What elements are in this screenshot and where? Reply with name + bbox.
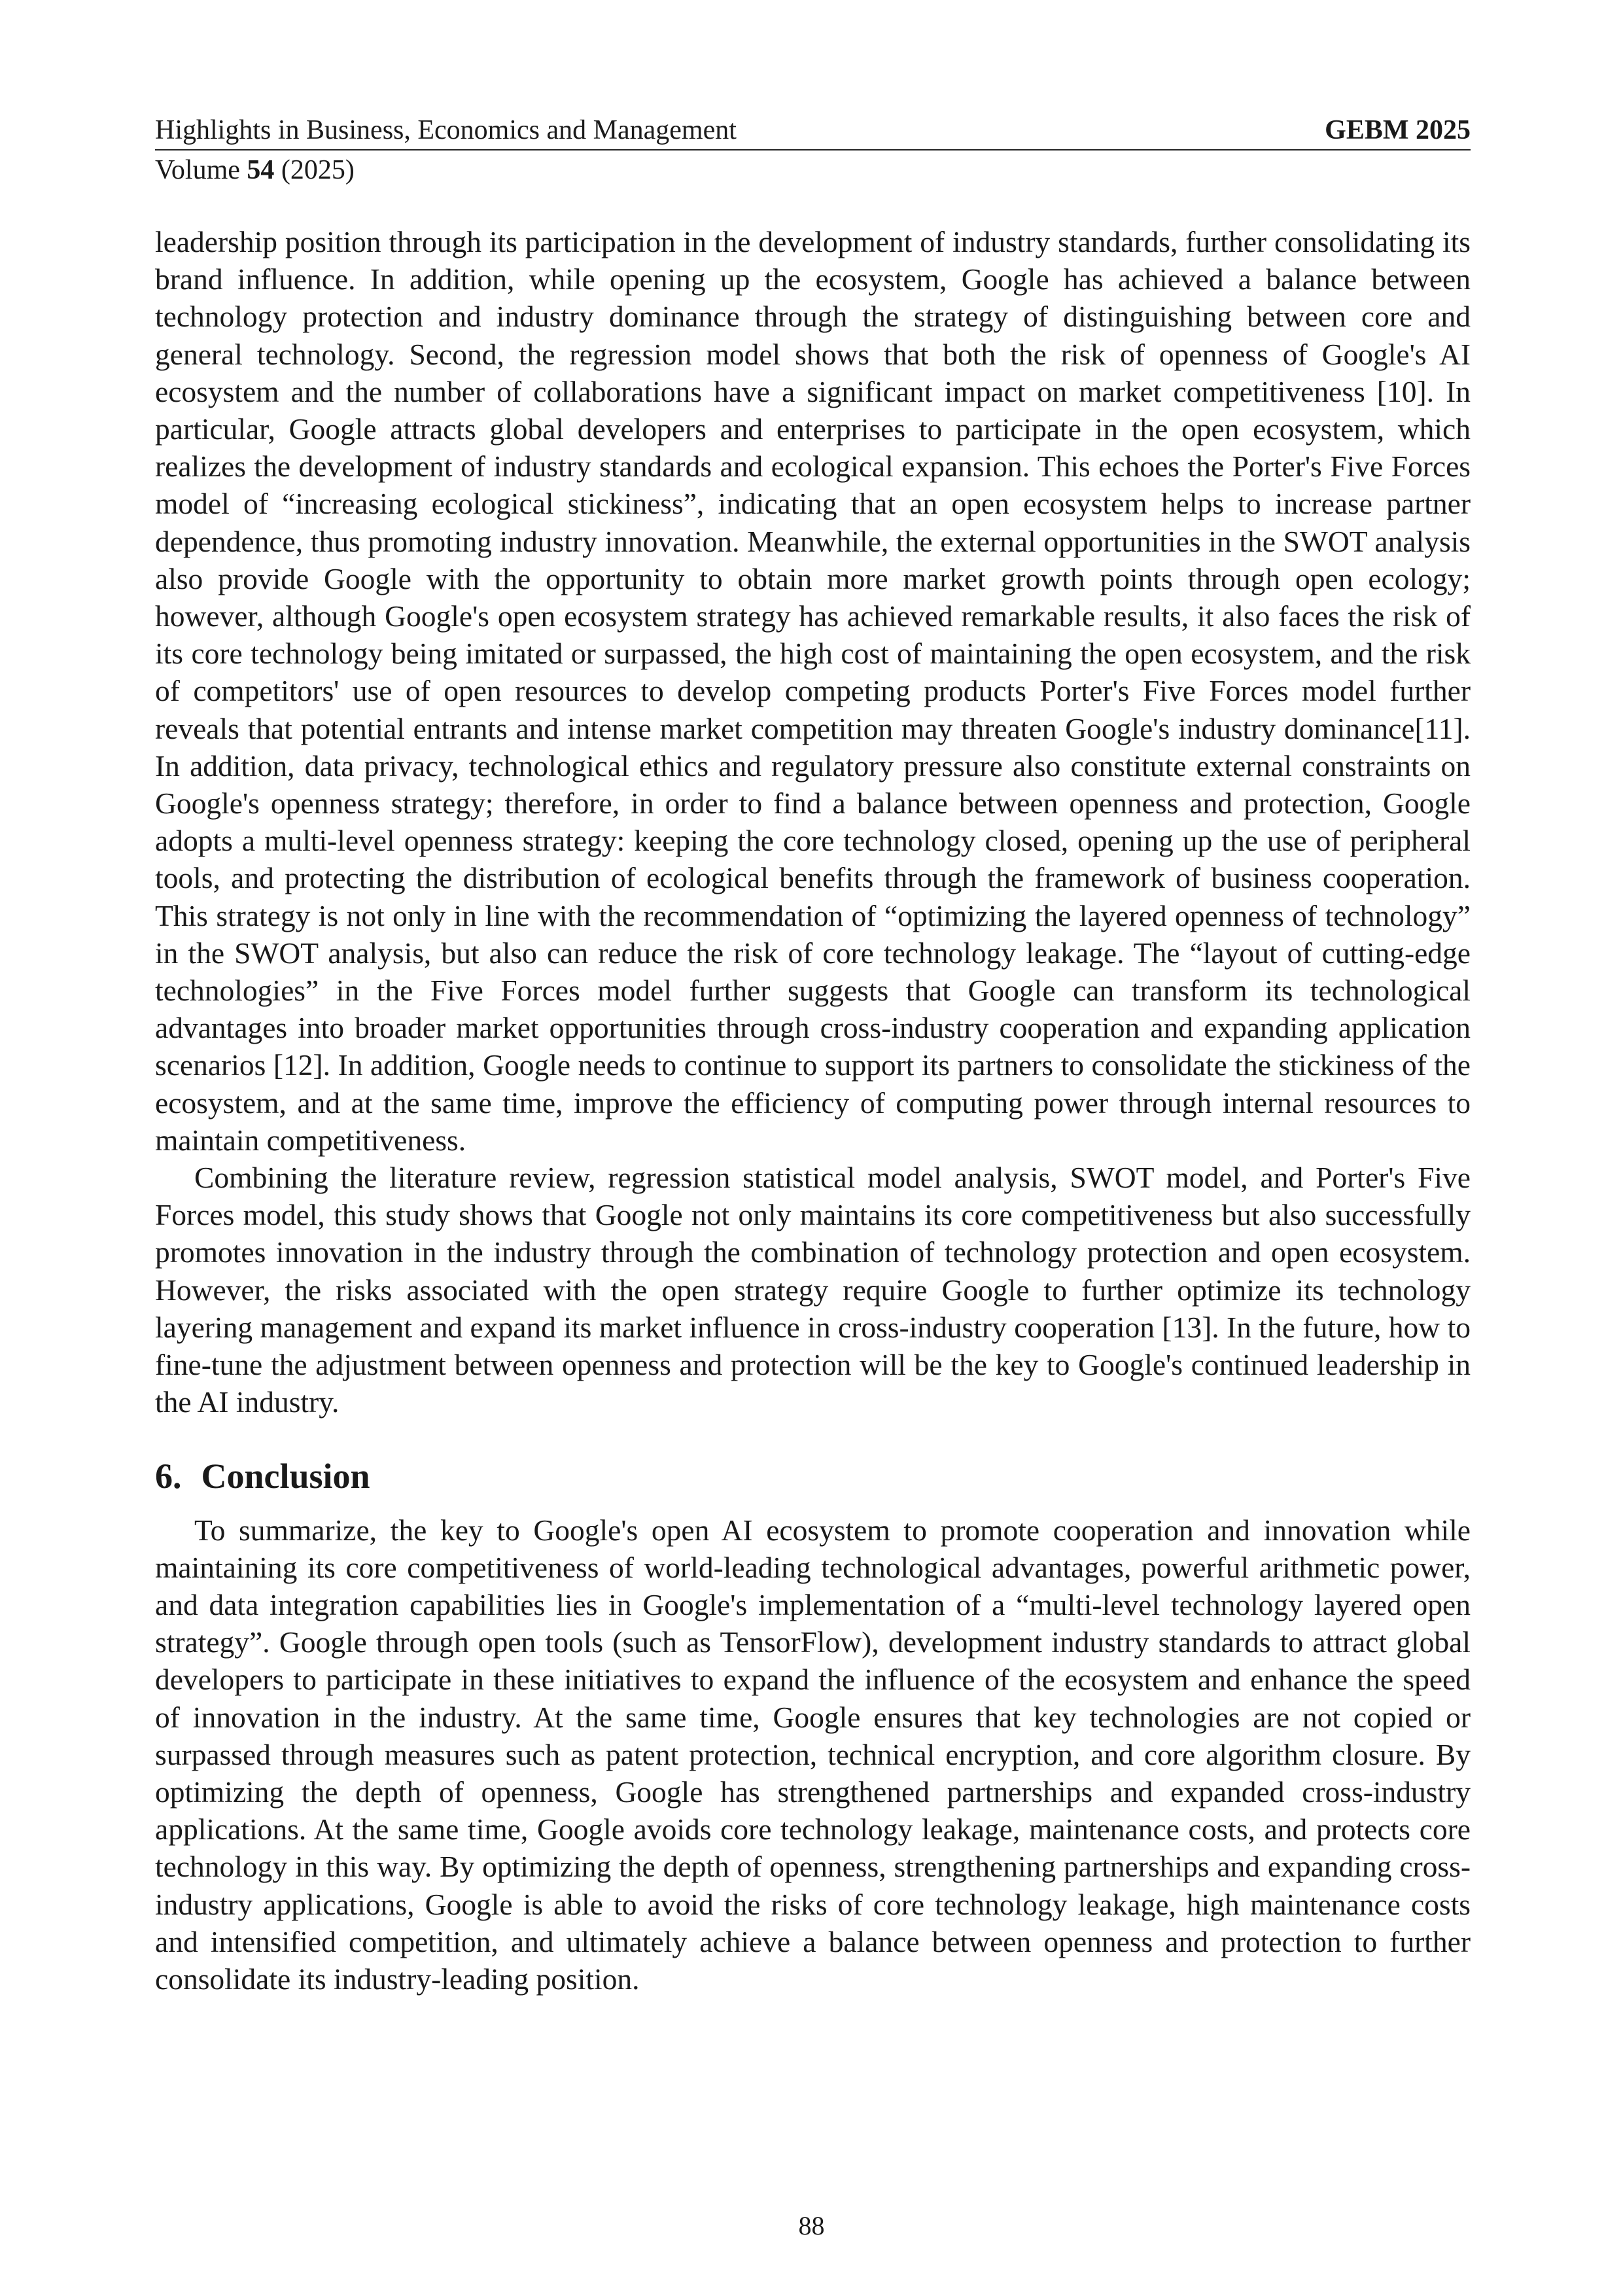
paragraph-conclusion: To summarize, the key to Google's open AI ecosystem to promote cooperation and innovation while maintaining its core competitiveness of world-leading technological advantages, powerful arithmetic power, and data integration capabilities lies in Google's implementation of a “multi-level technology layered open strategy”. Google through open tools (such as TensorFlow), development industry standards to attract global developers to participate in these initiatives to expand the influence of the ecosystem and enhance the speed of innovation in the industry. At the same time, Google ensures that key technologies are not copied or surpassed through measures such as patent protection, technical encryption, and core algorithm closure. By optimizing the depth of openness, Google has strengthened partnerships and expanded cross-industry applications. At the same time, Google avoids core technology leakage, maintenance costs, and protects core technology in this way. By optimizing the depth of openness, strengthening partnerships and expanding cross-industry applications, Google is able to avoid the risks of core technology leakage, high maintenance costs and intensified competition, and ultimately achieve a balance between openness and protection to further consolidate its industry-leading position. — [155, 1513, 1471, 1996]
paragraph-continued: leadership position through its participation in the development of industry standards, further consolidating its brand influence. In addition, while opening up the ecosystem, Google has achieved a balance between technology protection and industry dominance through the strategy of distinguishing between core and general technology. Second, the regression model shows that both the risk of openness of Google's AI ecosystem and the number of collaborations have a significant impact on market competitiveness [10]. In particular, Google attracts global developers and enterprises to participate in the open ecosystem, which realizes the development of industry standards and ecological expansion. This echoes the Porter's Five Forces model of “increasing ecological stickiness”, indicating that an open ecosystem helps to increase partner dependence, thus promoting industry innovation. Meanwhile, the external opportunities in the SWOT analysis also provide Google with the opportunity to obtain more market growth points through open ecology; however, although Google's open ecosystem strategy has achieved remarkable results, it also faces the risk of its core technology being imitated or surpassed, the high cost of maintaining the open ecosystem, and the risk of competitors' use of open resources to develop competing products Porter's Five Forces model further reveals that potential entrants and intense market competition may threaten Google's industry dominance[11]. In addition, data privacy, technological ethics and regulatory pressure also constitute external constraints on Google's openness strategy; therefore, in order to find a balance between openness and protection, Google adopts a multi-level openness strategy: keeping the core technology closed, opening up the use of peripheral tools, and protecting the distribution of ecological benefits through the framework of business cooperation. This strategy is not only in line with the recommendation of “optimizing the layered openness of technology” in the SWOT analysis, but also can reduce the risk of core technology leakage. The “layout of cutting-edge technologies” in the Five Forces model further suggests that Google can transform its technological advantages into broader market opportunities through cross-industry cooperation and expanding application scenarios [12]. In addition, Google needs to continue to support its partners to consolidate the stickiness of the ecosystem, and at the same time, improve the efficiency of computing power through internal resources to maintain competitiveness. — [155, 225, 1471, 1157]
paper-page — [155, 113, 1471, 1998]
journal-title: Highlights in Business, Economics and Management — [155, 115, 737, 145]
paragraph-synthesis: Combining the literature review, regression statistical model analysis, SWOT model, and Porter's Five Forces model, this study shows that Google not only maintains its core competitiveness but also successfully promotes innovation in the industry through the combination of technology protection and open ecosystem. However, the risks associated with the open strategy require Google to further optimize its technology layering management and expand its market influence in cross-industry cooperation [13]. In the future, how to fine-tune the adjustment between openness and protection will be the key to Google's continued leadership in the AI industry. — [155, 1161, 1471, 1419]
volume-line — [155, 152, 1471, 188]
volume-label: Volume — [155, 155, 240, 185]
running-header — [155, 113, 1471, 150]
body-text — [155, 223, 1471, 1998]
conference-name: GEBM 2025 — [1325, 115, 1471, 145]
volume-number: 54 — [247, 155, 275, 185]
section-heading — [155, 1455, 1471, 1497]
volume-year: (2025) — [281, 155, 355, 185]
section-title: Conclusion — [201, 1456, 370, 1496]
page-number: 88 — [798, 2211, 825, 2240]
section-number: 6. — [155, 1456, 182, 1496]
